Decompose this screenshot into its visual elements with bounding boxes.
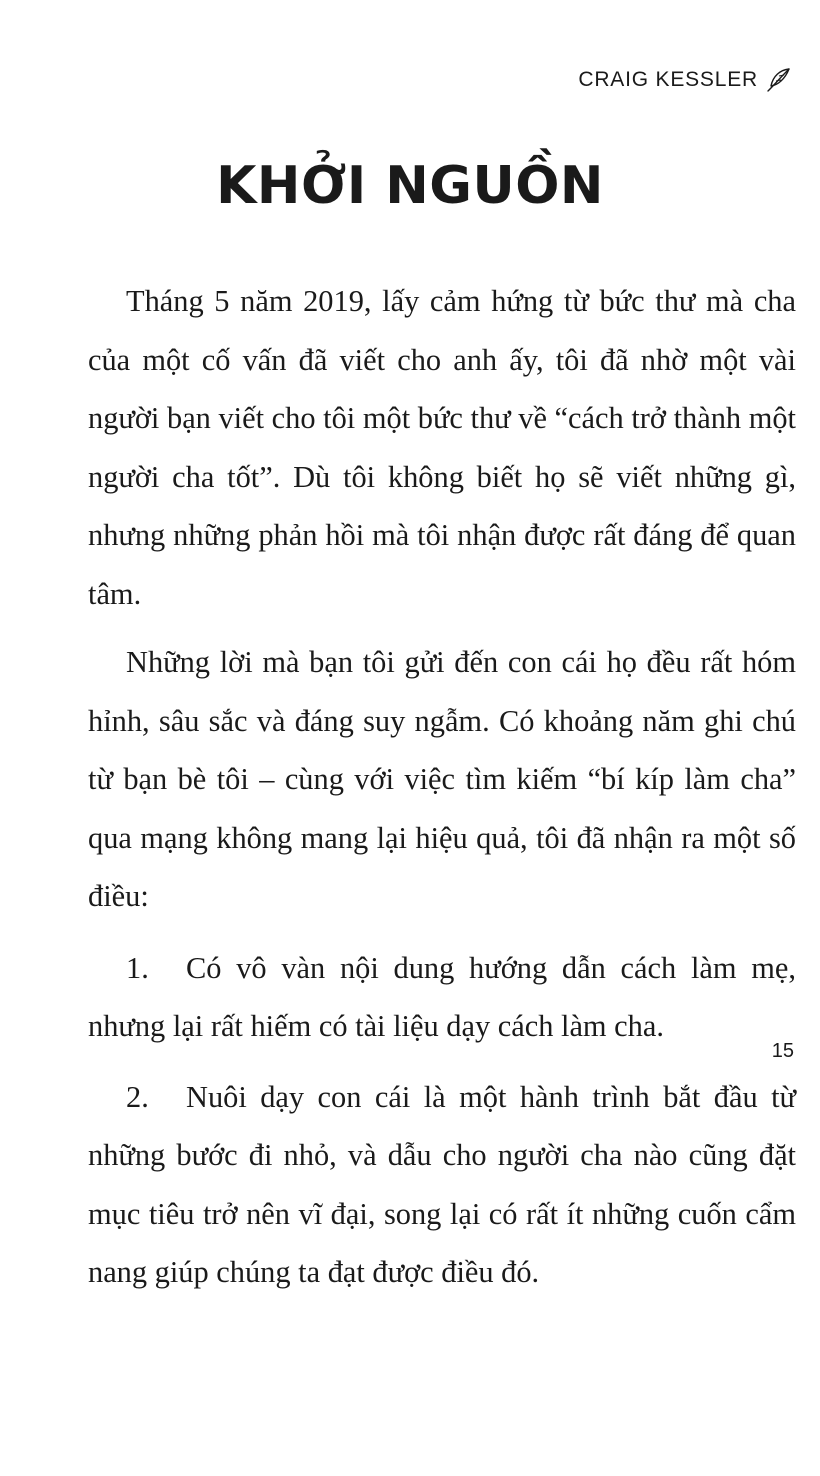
list-item-2: [88, 1068, 796, 1302]
list-item-number: 1.: [126, 950, 149, 985]
page-number: 15: [771, 1040, 794, 1062]
running-head: [578, 66, 792, 94]
list-item-number: 2.: [126, 1079, 149, 1114]
chapter-body: [88, 272, 796, 1302]
author-name: CRAIG KESSLER: [578, 68, 758, 91]
paragraph-1: Tháng 5 năm 2019, lấy cảm hứng từ bức thư mà cha của một cố vấn đã viết cho anh ấy, tôi đã nhờ một vài người bạn viết cho tôi một bức thư về “cách trở thành một người cha tốt”. Dù tôi không biết họ sẽ viết những gì, nhưng những phản hồi mà tôi nhận được rất đáng để quan tâm.: [88, 284, 796, 611]
feather-icon: [764, 66, 792, 94]
list-item-1: [88, 939, 796, 1056]
paragraph-2: Những lời mà bạn tôi gửi đến con cái họ đều rất hóm hỉnh, sâu sắc và đáng suy ngẫm. Có khoảng năm ghi chú từ bạn bè tôi – cùng với việc tìm kiếm “bí kíp làm cha” qua mạng không mang lại hiệu quả, tôi đã nhận ra một số điều:: [88, 645, 796, 913]
list-item-text: Nuôi dạy con cái là một hành trình bắt đầu từ những bước đi nhỏ, và dẫu cho người cha nào cũng đặt mục tiêu trở nên vĩ đại, song lại có rất ít những cuốn cẩm nang giúp chúng ta đạt được điều đó.: [88, 1079, 796, 1289]
chapter-title: KHỞI NGUỒN: [216, 156, 604, 216]
list-item-text: Có vô vàn nội dung hướng dẫn cách làm mẹ, nhưng lại rất hiếm có tài liệu dạy cách làm cha.: [88, 950, 796, 1043]
